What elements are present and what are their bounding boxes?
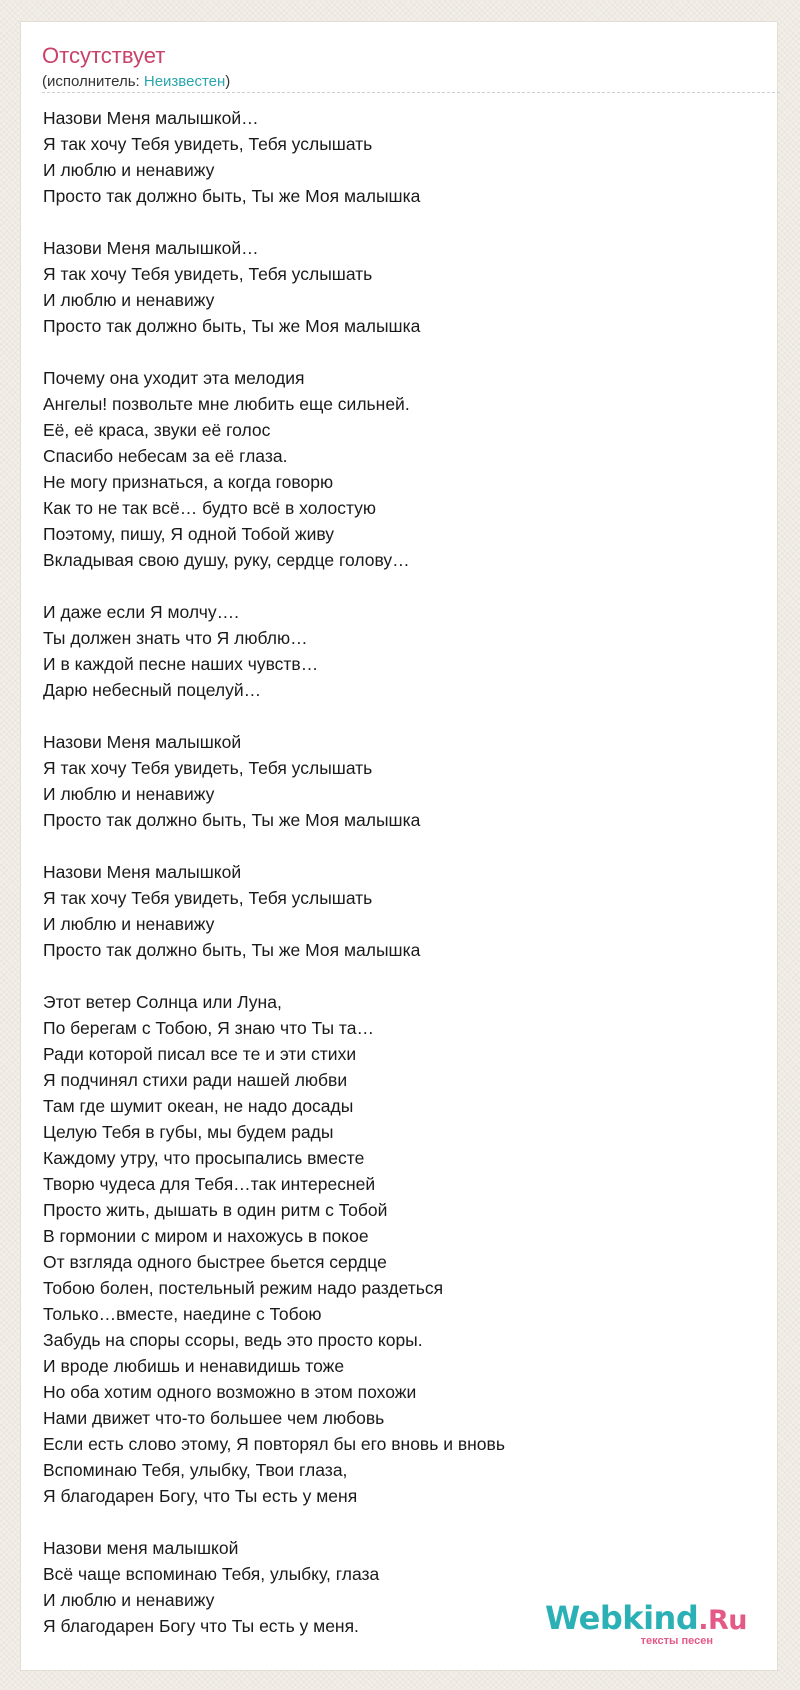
lyric-line: От взгляда одного быстрее бьется сердце <box>43 1252 387 1272</box>
lyric-line: Этот ветер Солнца или Луна, <box>43 992 282 1012</box>
lyric-line: Если есть слово этому, Я повторял бы его вновь и вновь <box>43 1434 505 1454</box>
logo-wordmark <box>545 1600 747 1639</box>
lyric-line: И в каждой песне наших чувств… <box>43 654 319 674</box>
lyrics-stanza <box>43 729 763 833</box>
lyric-line: И люблю и ненавижу <box>43 784 215 804</box>
lyrics-stanza <box>43 365 763 573</box>
lyric-line: Забудь на споры ссоры, ведь это просто коры. <box>43 1330 423 1350</box>
lyric-line: Назови Меня малышкой… <box>43 108 259 128</box>
artist-line <box>42 73 230 91</box>
lyric-line: В гормонии с миром и нахожусь в покое <box>43 1226 369 1246</box>
lyrics-stanza <box>43 599 763 703</box>
lyric-line: Ради которой писал все те и эти стихи <box>43 1044 357 1064</box>
lyric-line: Дарю небесный поцелуй… <box>43 680 262 700</box>
divider <box>42 92 780 93</box>
lyric-line: Почему она уходит эта мелодия <box>43 368 305 388</box>
artist-prefix: (исполнитель: <box>42 73 144 90</box>
lyrics-card <box>20 21 778 1671</box>
lyric-line: Просто так должно быть, Ты же Моя малышка <box>43 940 421 960</box>
lyric-line: И люблю и ненавижу <box>43 914 215 934</box>
lyric-line: Нами движет что-то большее чем любовь <box>43 1408 385 1428</box>
logo-brand: Webkind <box>545 1599 699 1637</box>
lyric-line: Как то не так всё… будто всё в холостую <box>43 498 377 518</box>
logo-tagline: тексты песен <box>640 1635 713 1647</box>
lyric-line: Я так хочу Тебя увидеть, Тебя услышать <box>43 264 373 284</box>
lyric-line: Просто так должно быть, Ты же Моя малышка <box>43 810 421 830</box>
lyric-line: Я так хочу Тебя увидеть, Тебя услышать <box>43 134 373 154</box>
artist-link[interactable]: Неизвестен <box>143 73 226 90</box>
lyric-line: Целую Тебя в губы, мы будем рады <box>43 1122 334 1142</box>
site-logo <box>547 1600 747 1650</box>
lyric-line: Я благодарен Богу, что Ты есть у меня <box>43 1486 358 1506</box>
lyric-line: И люблю и ненавижу <box>43 160 215 180</box>
lyric-line: Просто так должно быть, Ты же Моя малышка <box>43 316 421 336</box>
lyric-line: И люблю и ненавижу <box>43 1590 215 1610</box>
lyrics-body <box>43 105 763 1665</box>
lyrics-stanza <box>43 235 763 339</box>
lyric-line: Назови Меня малышкой <box>43 732 242 752</box>
lyric-line: И люблю и ненавижу <box>43 290 215 310</box>
lyric-line: Спасибо небесам за её глаза. <box>43 446 288 466</box>
lyric-line: Каждому утру, что просыпались вместе <box>43 1148 365 1168</box>
lyric-line: По берегам с Тобою, Я знаю что Ты та… <box>43 1018 374 1038</box>
lyric-line: Назови Меня малышкой <box>43 862 242 882</box>
lyric-line: Я так хочу Тебя увидеть, Тебя услышать <box>43 888 373 908</box>
lyric-line: Просто так должно быть, Ты же Моя малышка <box>43 186 421 206</box>
lyric-line: Не могу признаться, а когда говорю <box>43 472 334 492</box>
lyrics-stanza <box>43 989 763 1509</box>
song-title: Отсутствует <box>42 43 166 68</box>
lyric-line: Назови Меня малышкой… <box>43 238 259 258</box>
lyric-line: Назови меня малышкой <box>43 1538 239 1558</box>
lyrics-stanza <box>43 859 763 963</box>
lyric-line: Только…вместе, наедине с Тобою <box>43 1304 322 1324</box>
lyric-line: Но оба хотим одного возможно в этом похожи <box>43 1382 417 1402</box>
lyric-line: Я подчинял стихи ради нашей любви <box>43 1070 348 1090</box>
artist-suffix: ) <box>225 73 231 90</box>
lyric-line: Я так хочу Тебя увидеть, Тебя услышать <box>43 758 373 778</box>
logo-tld: .Ru <box>698 1605 747 1636</box>
lyric-line: И даже если Я молчу…. <box>43 602 239 622</box>
lyric-line: Я благодарен Богу что Ты есть у меня. <box>43 1616 359 1636</box>
lyric-line: Творю чудеса для Тебя…так интересней <box>43 1174 376 1194</box>
lyric-line: Всё чаще вспоминаю Тебя, улыбку, глаза <box>43 1564 380 1584</box>
lyric-line: Там где шумит океан, не надо досады <box>43 1096 354 1116</box>
lyric-line: И вроде любишь и ненавидишь тоже <box>43 1356 345 1376</box>
lyric-line: Ангелы! позвольте мне любить еще сильней. <box>43 394 410 414</box>
lyric-line: Вспоминаю Тебя, улыбку, Твои глаза, <box>43 1460 348 1480</box>
lyric-line: Её, её краса, звуки её голос <box>43 420 271 440</box>
lyric-line: Поэтому, пишу, Я одной Тобой живу <box>43 524 335 544</box>
lyric-line: Вкладывая свою душу, руку, сердце голову… <box>43 550 410 570</box>
lyric-line: Просто жить, дышать в один ритм с Тобой <box>43 1200 388 1220</box>
lyrics-stanza <box>43 105 763 209</box>
lyric-line: Ты должен знать что Я люблю… <box>43 628 308 648</box>
lyric-line: Тобою болен, постельный режим надо раздеться <box>43 1278 444 1298</box>
